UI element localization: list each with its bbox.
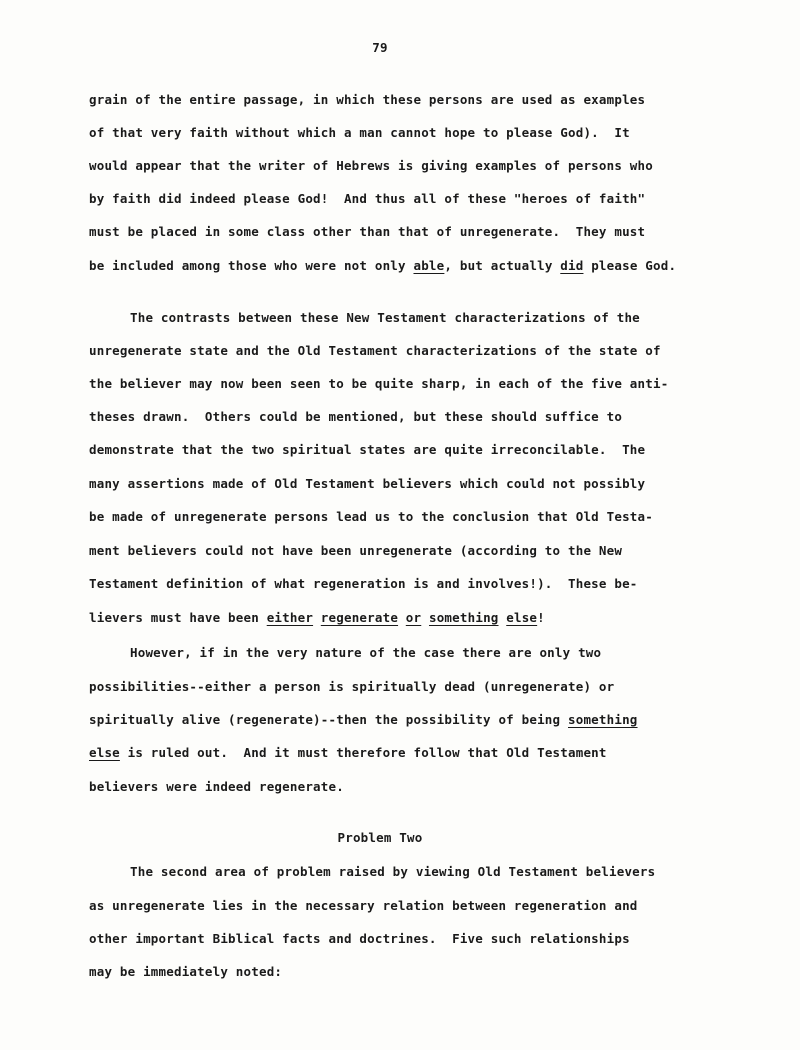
text-line: as unregenerate lies in the necessary relation between regeneration and xyxy=(89,898,638,913)
underlined-word: regenerate xyxy=(320,610,399,625)
section-heading: Problem Two xyxy=(337,830,423,845)
text-line: However, if in the very nature of the case there are only two xyxy=(130,645,602,660)
text-line xyxy=(89,745,607,761)
underlined-word: something xyxy=(428,610,499,625)
underlined-word: else xyxy=(89,745,120,760)
text-line: believers were indeed regenerate. xyxy=(89,779,344,794)
underlined-word: or xyxy=(405,610,422,625)
text-line: by faith did indeed please God! And thus all of these "heroes of faith" xyxy=(89,191,646,206)
text-line: be made of unregenerate persons lead us to the conclusion that Old Testa- xyxy=(89,509,653,524)
underlined-word: did xyxy=(560,258,584,273)
text-span: , but actually xyxy=(444,258,561,273)
text-line: many assertions made of Old Testament believers which could not possibly xyxy=(89,476,646,491)
text-line: The contrasts between these New Testament characterizations of the xyxy=(130,310,640,325)
text-line: of that very faith without which a man cannot hope to please God). It xyxy=(89,125,630,140)
text-line: grain of the entire passage, in which these persons are used as examples xyxy=(89,92,646,107)
text-span: be included among those who were not only xyxy=(89,258,414,273)
text-line: would appear that the writer of Hebrews is giving examples of persons who xyxy=(89,158,653,173)
text-span xyxy=(421,610,429,625)
text-line xyxy=(89,610,545,626)
text-line xyxy=(89,712,638,728)
underlined-word: able xyxy=(413,258,445,273)
text-span: lievers must have been xyxy=(89,610,267,625)
text-span xyxy=(313,610,321,625)
text-span: please God. xyxy=(583,258,677,273)
text-span: spiritually alive (regenerate)--then the possibility of being xyxy=(89,712,568,727)
text-line: may be immediately noted: xyxy=(89,964,283,979)
underlined-word: either xyxy=(266,610,314,625)
text-line: the believer may now been seen to be quite sharp, in each of the five anti- xyxy=(89,376,669,391)
text-span xyxy=(398,610,406,625)
page-number: 79 xyxy=(372,40,388,55)
underlined-word: something xyxy=(568,712,638,727)
text-line: unregenerate state and the Old Testament characterizations of the state of xyxy=(89,343,661,358)
text-line xyxy=(89,258,676,274)
underlined-word: else xyxy=(506,610,538,625)
text-line: demonstrate that the two spiritual states are quite irreconcilable. The xyxy=(89,442,646,457)
text-line: possibilities--either a person is spiritually dead (unregenerate) or xyxy=(89,679,615,694)
text-line: ment believers could not have been unregenerate (according to the New xyxy=(89,543,623,558)
text-line: Testament definition of what regeneration is and involves!). These be- xyxy=(89,576,638,591)
text-span: is ruled out. And it must therefore follow that Old Testament xyxy=(119,745,607,760)
text-line: other important Biblical facts and doctrines. Five such relationships xyxy=(89,931,630,946)
text-line: The second area of problem raised by viewing Old Testament believers xyxy=(130,864,656,879)
text-span: ! xyxy=(537,610,545,625)
text-line: must be placed in some class other than that of unregenerate. They must xyxy=(89,224,646,239)
text-line: theses drawn. Others could be mentioned, but these should suffice to xyxy=(89,409,623,424)
